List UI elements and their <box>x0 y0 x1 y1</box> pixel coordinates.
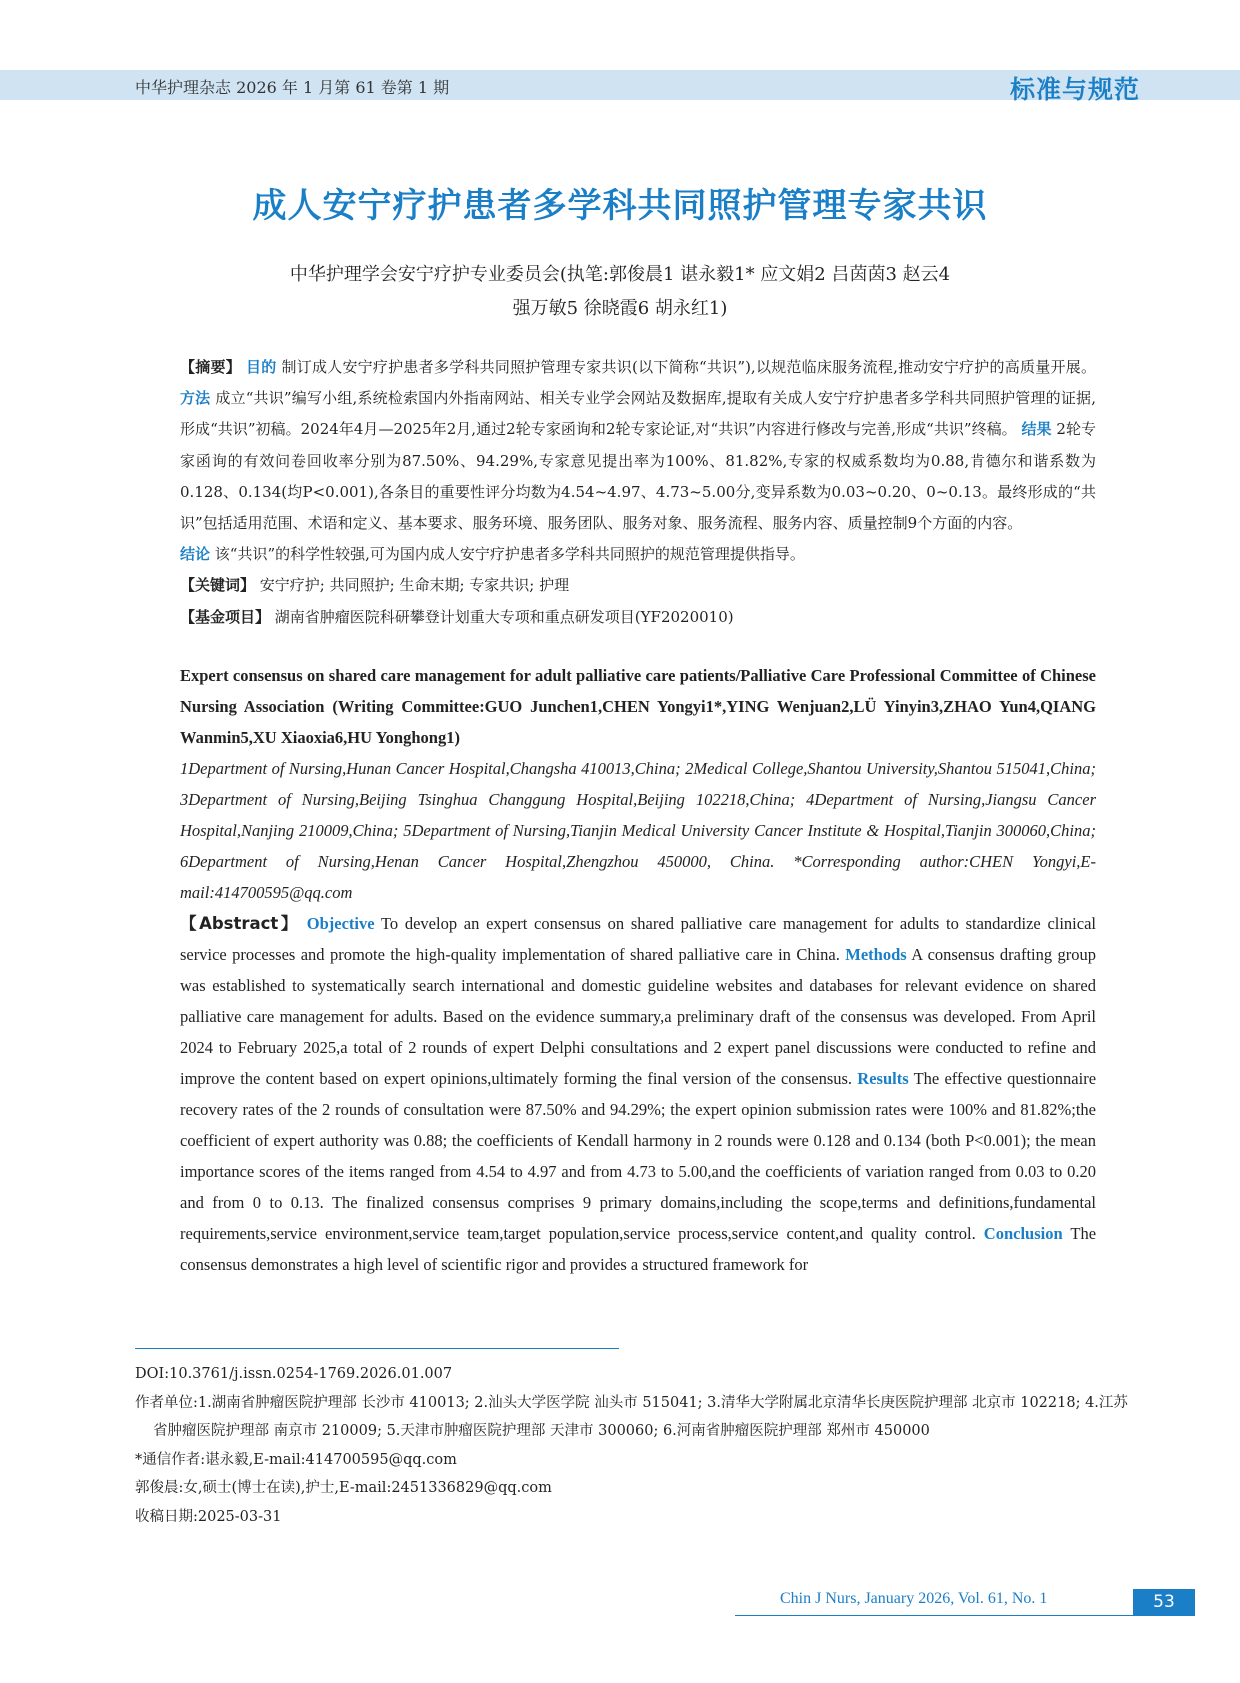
english-results-text: The effective questionnaire recovery rates of the 2 rounds of consultation were 87.50% and 94.29%; the expert opinion submission rates were 100% and 81.82%;the coefficient of expert authority was 0.88; the coefficients of Kendall harmony in 2 rounds were 0.128 and 0.134 (both P<0.001); the mean importance scores of the items ranged from 4.54 to 4.97 and from 4.73 to 5.00,and the coefficients of variation ranged from 0.03 to 0.20 and from 0 to 0.13. The finalized consensus comprises 9 primary domains,including the scope,terms and definitions,fundamental requirements,service environment,service team,target population,service process,service content,and quality control. <box>180 1069 1097 1243</box>
objective-label: 目的 <box>245 358 277 376</box>
authors-line-1: 中华护理学会安宁疗护专业委员会(执笔:郭俊晨1 谌永毅1* 应文娟2 吕茵茵3 赵云4 <box>289 264 951 285</box>
results-label: 结果 <box>1021 420 1052 439</box>
keywords-text: 安宁疗护; 共同照护; 生命末期; 专家共识; 护理 <box>259 576 570 595</box>
english-methods-label: Methods <box>845 945 907 964</box>
authors-line-2: 强万敏5 徐晓霞6 胡永红1) <box>512 298 728 319</box>
results-text: 2轮专家函询的有效问卷回收率分别为87.50%、94.29%,专家意见提出率为100%、81.82%,专家的权威系数均为0.88,肯德尔和谐系数为0.128、0.134(均P<0.001),各条目的重要性评分均数为4.54~4.97、4.73~5.00分,变异系数为0.03~0.20、0~0.13。最终形成的“共识”包括适用范围、术语和定义、基本要求、服务环境、服务团队、服务对象、服务流程、服务内容、质量控制9个方面的内容。 <box>180 420 1096 533</box>
english-conclusion-text: The consensus demonstrates a high level of scientific rigor and provides a structured framework for <box>180 1224 1097 1274</box>
author-units: 作者单位:1.湖南省肿瘤医院护理部 长沙市 410013; 2.汕头大学医学院 汕头市 515041; 3.清华大学附属北京清华长庚医院护理部 北京市 102218; 4.江苏省肿瘤医院护理部 南京市 210009; 5.天津市肿瘤医院护理部 天津市 300060; 6.河南省肿瘤医院护理部 郑州市 450000 <box>135 1394 1128 1440</box>
fund-label: 【基金项目】 <box>180 607 271 626</box>
authors <box>0 258 1240 326</box>
fund-text: 湖南省肿瘤医院科研攀登计划重大专项和重点研发项目(YF2020010) <box>274 607 734 626</box>
conclusion-text: 该“共识”的科学性较强,可为国内成人安宁疗护患者多学科共同照护的规范管理提供指导。 <box>214 545 805 564</box>
methods-label: 方法 <box>180 389 211 408</box>
keywords-label: 【关键词】 <box>180 576 256 595</box>
english-title: Expert consensus on shared care management for adult palliative care patients/Palliative Care Professional Committee of Chinese Nursing Association (Writing Committee:GUO Junchen1,CHEN Yongyi1*,YING Wenjuan2,LÜ Yinyin3,ZHAO Yun4,QIANG Wanmin5,XU Xiaoxia6,HU Yonghong1) <box>180 666 1096 747</box>
english-abstract-body <box>180 908 1096 1280</box>
english-methods-text: A consensus drafting group was established to systematically search international and domestic guideline websites and databases for relevant evidence on shared palliative care management for adults. Based on the evidence summary,a preliminary draft of the consensus was developed. From April 2024 to February 2025,a total of 2 rounds of expert Delphi consultations and 2 expert panel discussions were conducted to refine and improve the content based on expert opinions,ultimately forming the final version of the consensus. <box>180 945 1097 1088</box>
header-bar <box>0 70 1240 104</box>
article-title: 成人安宁疗护患者多学科共同照护管理专家共识 <box>252 186 988 226</box>
chinese-abstract <box>180 352 1096 633</box>
first-author-info: 郭俊晨:女,硕士(博士在读),护士,E-mail:2451336829@qq.com <box>135 1480 552 1497</box>
corresponding-author: *通信作者:谌永毅,E-mail:414700595@qq.com <box>135 1451 457 1468</box>
footer-divider <box>735 1615 1195 1616</box>
english-results-label: Results <box>857 1069 909 1088</box>
methods-text: 成立“共识”编写小组,系统检索国内外指南网站、相关专业学会网站及数据库,提取有关成人安宁疗护患者多学科共同照护管理的证据,形成“共识”初稿。2024年4月—2025年2月,通过2轮专家函询和2轮专家论证,对“共识”内容进行修改与完善,形成“共识”终稿。 <box>180 389 1096 439</box>
section-label: 标准与规范 <box>1009 75 1140 104</box>
abstract-label: 【摘要】 <box>180 358 241 376</box>
footnotes <box>135 1360 1140 1532</box>
page-number: 53 <box>1133 1589 1195 1615</box>
english-conclusion-label: Conclusion <box>983 1224 1063 1243</box>
doi: DOI:10.3761/j.issn.0254-1769.2026.01.007 <box>135 1366 453 1382</box>
english-affiliations: 1Department of Nursing,Hunan Cancer Hospital,Changsha 410013,China; 2Medical College,Shantou University,Shantou 515041,China; 3Department of Nursing,Beijing Tsinghua Changgung Hospital,Beijing 102218,China; 4Department of Nursing,Jiangsu Cancer Hospital,Nanjing 210009,China; 5Department of Nursing,Tianjin Medical University Cancer Institute & Hospital,Tianjin 300060,China; 6Department of Nursing,Henan Cancer Hospital,Zhengzhou 450000, China. *Corresponding author:CHEN Yongyi,E-mail:414700595@qq.com <box>180 759 1096 902</box>
conclusion-label: 结论 <box>180 545 211 564</box>
english-objective-text: To develop an expert consensus on shared palliative care management for adults to standardize clinical service processes and promote the high-quality implementation of shared palliative care in China. <box>180 914 1097 964</box>
objective-text: 制订成人安宁疗护患者多学科共同照护管理专家共识(以下简称“共识”),以规范临床服务流程,推动安宁疗护的高质量开展。 <box>281 358 1096 376</box>
journal-issue: 中华护理杂志 2026 年 1 月第 61 卷第 1 期 <box>135 78 450 97</box>
footnote-divider <box>135 1348 619 1349</box>
english-abstract <box>180 660 1096 1280</box>
footer-citation: Chin J Nurs, January 2026, Vol. 61, No. 1 <box>780 1590 1048 1607</box>
english-abstract-label: 【Abstract】 <box>180 914 301 933</box>
received-date: 收稿日期:2025-03-31 <box>135 1508 282 1525</box>
english-objective-label: Objective <box>306 914 375 933</box>
